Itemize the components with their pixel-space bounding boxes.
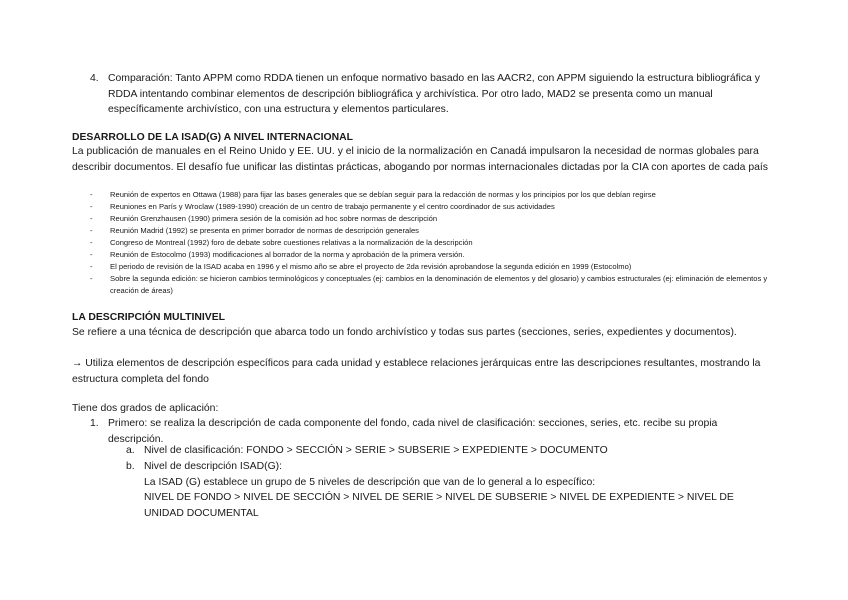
list-letter: b. [126, 461, 135, 472]
list-item-text: Congreso de Montreal (1992) foro de debate sobre cuestiones relativas a la normalización de la descripción [110, 238, 473, 247]
bullet-marker: - [90, 214, 93, 223]
section-paragraph: La publicación de manuales en el Reino Unido y EE. UU. y el inicio de la normalización en Canadá impulsaron la necesidad de normas globales para describir documentos. El desafío fue unificar las distintas prácticas, abogando por normas internacionales dictadas por la CIA con aportes de cada país [72, 146, 768, 173]
list-item-text: Reunión Madrid (1992) se presenta en primer borrador de normas de descripción generales [110, 226, 419, 235]
list-item [90, 273, 780, 297]
list-item [90, 189, 780, 201]
list-item-text: Reunión de Estocolmo (1993) modificaciones al borrador de la norma y aprobación de la primera versión. [110, 250, 465, 259]
section-paragraph: Se refiere a una técnica de descripción que abarca todo un fondo archivístico y todas sus partes (secciones, series, expedientes y documentos). [72, 327, 737, 338]
bullet-marker: - [90, 190, 93, 199]
list-number: 1. [90, 418, 99, 429]
list-number: 4. [90, 73, 99, 84]
list-item [90, 249, 780, 261]
list-item-text: Reunión Grenzhausen (1990) primera sesión de la comisión ad hoc sobre normas de descripción [110, 214, 438, 223]
list-letter: a. [126, 445, 135, 456]
section-heading-multilevel: LA DESCRIPCIÓN MULTINIVEL [72, 312, 225, 323]
bullet-marker: - [90, 274, 93, 283]
bullet-marker: - [90, 226, 93, 235]
list-item-title: Nivel de descripción ISAD(G): [144, 461, 283, 472]
list-item [90, 213, 780, 225]
lettered-list-item-b [126, 459, 776, 521]
list-item [90, 225, 780, 237]
list-item-text: Sobre la segunda edición: se hicieron cambios terminológicos y conceptuales (ej: cambios en la denominación de elementos y del glosario) y cambios estructurales (ej: eliminación de elementos y creación de áreas) [110, 274, 768, 295]
bullet-marker: - [90, 202, 93, 211]
numbered-list-item-4 [90, 71, 780, 118]
bullet-marker: - [90, 238, 93, 247]
list-item-text: Nivel de clasificación: FONDO > SECCIÓN > SERIE > SUBSERIE > EXPEDIENTE > DOCUMENTO [144, 445, 608, 456]
list-item-text: La ISAD (G) establece un grupo de 5 niveles de descripción que van de lo general a lo específico: [144, 476, 596, 488]
bullet-list-meetings [90, 189, 780, 297]
list-item-text: El periodo de revisión de la ISAD acaba en 1996 y el mismo año se abre el proyecto de 2da revisión aprobandose la segunda edición en 1999 (Estocolmo) [110, 262, 632, 271]
section-paragraph: Tiene dos grados de aplicación: [72, 403, 219, 414]
list-item-text: Reunión de expertos en Ottawa (1988) para fijar las bases generales que se debían seguir para la redacción de normas y los principios por los que debían regirse [110, 190, 656, 199]
list-item-text: NIVEL DE FONDO > NIVEL DE SECCIÓN > NIVEL DE SERIE > NIVEL DE SUBSERIE > NIVEL DE EXPEDIENTE > NIVEL DE UNIDAD DOCUMENTAL [144, 492, 734, 519]
list-item-text: Comparación: Tanto APPM como RDDA tienen un enfoque normativo basado en las AACR2, con APPM siguiendo la estructura bibliográfica y RDDA intentando combinar elementos de descripción bibliográfica y archivística. Por otro lado, MAD2 se presenta como un manual específicamente archivístico, con una estructura y elementos particulares. [108, 73, 760, 115]
section-heading-isad-development: DESARROLLO DE LA ISAD(G) A NIVEL INTERNACIONAL [72, 132, 353, 143]
bullet-marker: - [90, 262, 93, 271]
list-item [90, 237, 780, 249]
list-item-text: Primero: se realiza la descripción de cada componente del fondo, cada nivel de clasificación: secciones, series, etc. recibe su propia descripción. [108, 418, 718, 445]
list-item [90, 201, 780, 213]
list-item [90, 261, 780, 273]
section-paragraph: → Utiliza elementos de descripción específicos para cada unidad y establece relaciones jerárquicas entre las descripciones resultantes, mostrando la estructura completa del fondo [72, 358, 761, 385]
lettered-list-item-a [126, 443, 776, 459]
bullet-marker: - [90, 250, 93, 259]
list-item-text: Reuniones en París y Wroclaw (1989-1990) creación de un centro de trabajo permanente y el centro coordinador de sus actividades [110, 202, 555, 211]
